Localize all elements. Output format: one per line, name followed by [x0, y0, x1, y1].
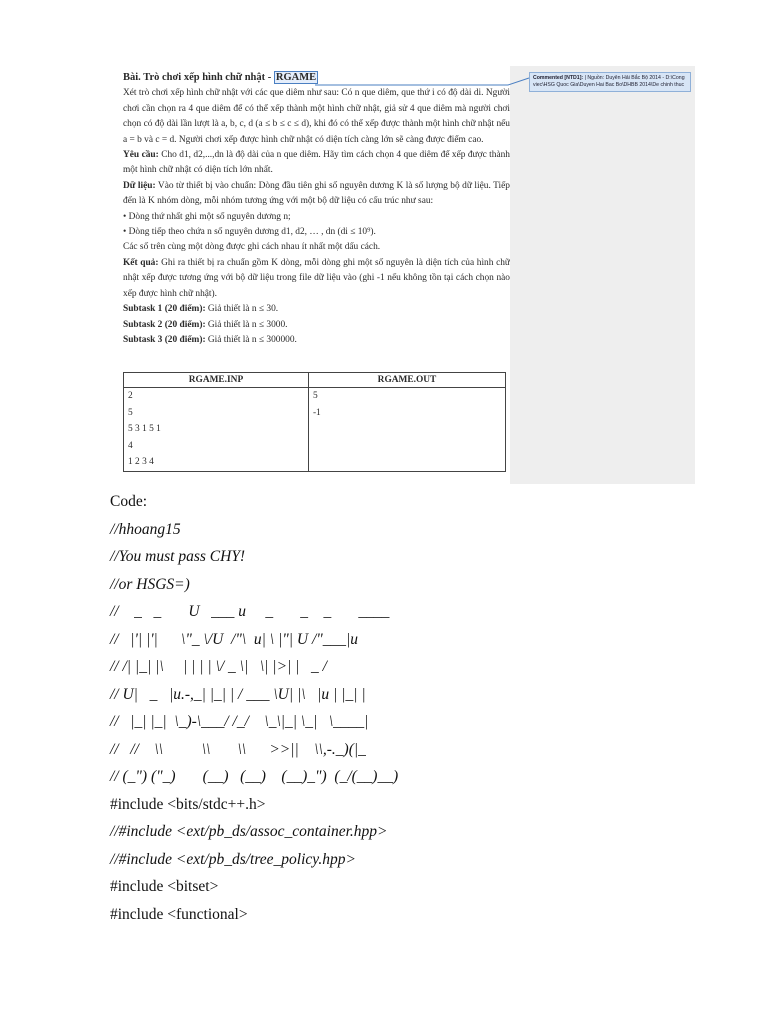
problem-screenshot [108, 66, 695, 484]
input-spec-bullet-2: • Dòng tiếp theo chứa n số nguyên dương d1, d2, … , dn (di ≤ 10⁹). [123, 227, 376, 238]
subtask-3: Subtask 3 (20 điểm): Giả thiết là n ≤ 300000. [123, 334, 297, 345]
input-spec-bullet-1: • Dòng thứ nhất ghi một số nguyên dương n; [123, 211, 291, 222]
code-line: // // \\ \\ \\ >>|| \\,-._)(|_ [110, 740, 366, 758]
code-line: //#include <ext/pb_ds/assoc_container.hpp> [110, 823, 388, 840]
comment-text: | Nguồn: Duyên Hải Bắc Bộ 2014 - D:\Cong viec\HSG Quoc Gia\Duyen Hai Bac Bo\DHBB 2014\De chinh thuc [533, 75, 685, 88]
code-line: //hhoang15 [110, 520, 181, 538]
problem-code-highlight: RGAME [275, 72, 317, 83]
subtask-2: Subtask 2 (20 điểm): Giả thiết là n ≤ 3000. [123, 319, 288, 330]
output-spec: Kết quả: Ghi ra thiết bị ra chuẩn gồm K dòng, mỗi dòng ghi một số nguyên là diện tích của hình chữ nhật xếp được tương ứng với bộ dữ liệu trong file dữ liệu vào (ghi -1 nếu không tồn tại cách chọn nào xếp được hình chữ nhật). [123, 257, 511, 299]
input-example-cell [124, 388, 309, 472]
review-comment[interactable] [529, 72, 691, 92]
code-line: // |'| |'| \"_ \/U /"\ u| \ |"| U /"___|u [110, 630, 359, 648]
problem-title: Bài. Trò chơi xếp hình chữ nhật - RGAME [123, 72, 317, 83]
code-line: // _ _ U ___ u _ _ _ ____ [110, 603, 390, 620]
code-line: // |_| |_| \_)-\___/ /_/ \_\|_| \_| \____| [110, 713, 369, 730]
input-file-header: RGAME.INP [124, 373, 309, 388]
output-line: 5 [312, 391, 318, 401]
input-line: 5 [128, 407, 133, 418]
requirement: Yêu cầu: Cho d1, d2,...,dn là độ dài của n que diêm. Hãy tìm cách chọn 4 que diêm để xếp được thành một hình chữ nhật có diện tích lớn nhất. [123, 150, 510, 176]
output-file-header: RGAME.OUT [308, 373, 505, 388]
input-spec-separator: Các số trên cùng một dòng được ghi cách nhau ít nhất một dấu cách. [123, 242, 381, 253]
code-line: #include <functional> [110, 905, 248, 923]
code-line: //You must pass CHY! [110, 548, 246, 565]
code-header: Code: [110, 493, 148, 510]
code-line: // /| |_| |\ | | | | \/ _ \| \| |>| | _ / [110, 658, 327, 675]
output-example-cell [308, 388, 505, 472]
code-lines [110, 516, 710, 929]
input-line: 2 [128, 391, 133, 401]
input-line: 5 3 1 5 1 [128, 424, 161, 434]
code-line: #include <bits/stdc++.h> [110, 795, 266, 813]
code-line: // U| _ |u.-,_| |_| | / ___ \U| |\ |u | |_| | [110, 685, 366, 703]
code-line: //or HSGS=) [110, 575, 190, 593]
code-section [110, 488, 710, 928]
input-spec: Dữ liệu: Vào từ thiết bị vào chuẩn: Dòng đầu tiên ghi số nguyên dương K là số lượng bộ dữ liệu. Tiếp đến là K nhóm dòng, mỗi nhóm tương ứng với một bộ dữ liệu có cấu trúc như sau: [123, 180, 510, 207]
input-line: 4 [128, 440, 133, 451]
comment-margin [510, 66, 695, 484]
output-line: -1 [312, 407, 321, 418]
subtask-1: Subtask 1 (20 điểm): Giả thiết là n ≤ 30. [123, 304, 279, 315]
code-line: //#include <ext/pb_ds/tree_policy.hpp> [110, 850, 356, 868]
comment-author: Commented [NTD1]: [533, 75, 584, 81]
code-line: // (_") ("_) (__) (__) (__)_") (_/(__)__) [110, 768, 399, 785]
code-line: #include <bitset> [110, 878, 219, 895]
input-line: 1 2 3 4 [128, 457, 154, 467]
problem-description: Xét trò chơi xếp hình chữ nhật với các que diêm như sau: Có n que diêm, que thứ i có độ dài di. Người chơi cần chọn ra 4 que diêm để có thể xếp thành một hình chữ nhật, giả sử 4 que diêm mà người chơi chọn có độ dài lần lượt là a, b, c, d (a ≤ b ≤ c ≤ d), khi đó có thể xếp được thành một hình chữ nhật nếu a = b và c = d. Người chơi xếp được hình chữ nhật có diện tích càng lớn sẽ càng được điểm cao. [123, 88, 510, 145]
io-example-table [123, 372, 506, 472]
